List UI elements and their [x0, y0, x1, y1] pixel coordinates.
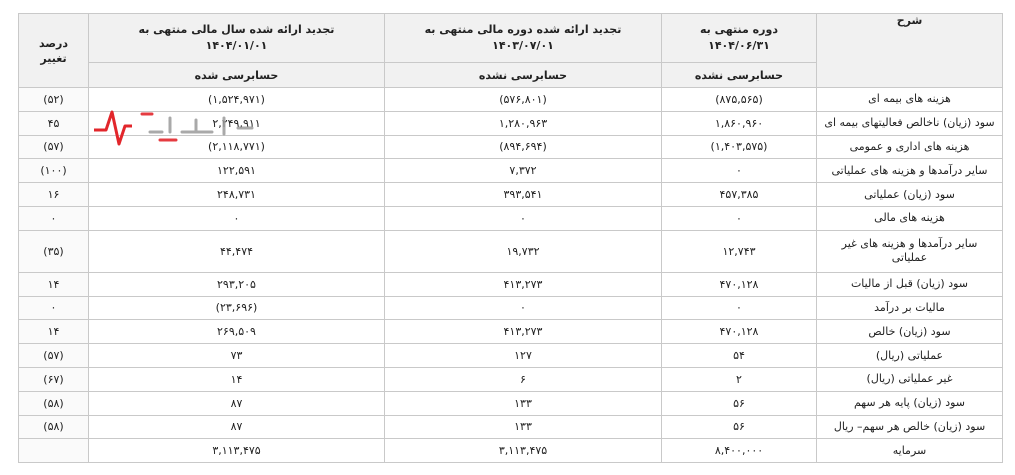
row-label: مالیات بر درآمد: [817, 296, 1003, 320]
period-3-value: ۲,۲۴۹,۹۱۱: [89, 111, 385, 135]
audit-status-1: حسابرسی نشده: [662, 63, 817, 88]
period-3-value: ۳,۱۱۳,۴۷۵: [89, 439, 385, 463]
percent-change-value: ۱۴: [19, 272, 89, 296]
percent-change-value: (۵۸): [19, 415, 89, 439]
period-2-value: ۳,۱۱۳,۴۷۵: [385, 439, 662, 463]
table-row: [19, 296, 1003, 320]
header-row: [19, 14, 1003, 63]
table-row: [19, 415, 1003, 439]
period-1-value: ۰: [662, 159, 817, 183]
row-label: سود (زیان) خالص هر سهم– ریال: [817, 415, 1003, 439]
audit-status-2: حسابرسی نشده: [385, 63, 662, 88]
table-row: [19, 206, 1003, 230]
pulse-line-icon: [94, 112, 132, 144]
period-1-value: ۵۶: [662, 391, 817, 415]
period-1-value: ۵۴: [662, 344, 817, 368]
period-2-value: ۴۱۳,۲۷۳: [385, 320, 662, 344]
table-row: [19, 183, 1003, 207]
period-2-value: ۱۳۳: [385, 415, 662, 439]
percent-change-title: درصد: [39, 36, 68, 50]
financial-statement-table: [18, 13, 1003, 463]
period-2-value: ۳۹۳,۵۴۱: [385, 183, 662, 207]
period-3-value: ۲۴۸,۷۳۱: [89, 183, 385, 207]
period-2-value: ۰: [385, 206, 662, 230]
row-label: سایر درآمدها و هزینه های غیر عملیاتی: [817, 230, 1003, 272]
percent-change-value: ۰: [19, 296, 89, 320]
row-label: عملیاتی (ریال): [817, 344, 1003, 368]
percent-change-value: ۴۵: [19, 111, 89, 135]
period-2-title: تجدید ارائه شده دوره مالی منتهی به: [424, 23, 622, 36]
row-label: هزینه های اداری و عمومی: [817, 135, 1003, 159]
row-label: سود (زیان) ناخالص فعالیتهای بیمه ای: [817, 111, 1003, 135]
period-1-value: ۲: [662, 367, 817, 391]
table-row: [19, 272, 1003, 296]
period-3-value: ۰: [89, 206, 385, 230]
period-3-value: (۲,۱۱۸,۷۷۱): [89, 135, 385, 159]
period-1-value: ۴۷۰,۱۲۸: [662, 320, 817, 344]
period-3-value: ۲۹۳,۲۰۵: [89, 272, 385, 296]
period-2-value: ۱۳۳: [385, 391, 662, 415]
period-2-value: ۴۱۳,۲۷۳: [385, 272, 662, 296]
period-2-value: ۱۲۷: [385, 344, 662, 368]
row-label: سود (زیان) عملیاتی: [817, 183, 1003, 207]
period-3-value: ۸۷: [89, 415, 385, 439]
percent-change-value: ۰: [19, 206, 89, 230]
period-3-value: (۱,۵۲۴,۹۷۱): [89, 88, 385, 112]
period-1-value: ۱۲,۷۴۳: [662, 230, 817, 272]
period-1-value: (۸۷۵,۵۶۵): [662, 88, 817, 112]
period-3-value: ۱۴: [89, 367, 385, 391]
period-3-value: (۲۳,۶۹۶): [89, 296, 385, 320]
row-label: سایر درآمدها و هزینه های عملیاتی: [817, 159, 1003, 183]
period-3-value: ۱۲۲,۵۹۱: [89, 159, 385, 183]
period-1-value: ۴۵۷,۳۸۵: [662, 183, 817, 207]
percent-change-value: ۱۶: [19, 183, 89, 207]
period-2-value: ۰: [385, 296, 662, 320]
period-2-header: [385, 14, 662, 63]
table-row: [19, 344, 1003, 368]
percent-change-value: (۵۲): [19, 88, 89, 112]
period-2-value: ۶: [385, 367, 662, 391]
percent-change-value: (۵۷): [19, 135, 89, 159]
period-3-value: ۴۴,۴۷۴: [89, 230, 385, 272]
period-1-value: ۱,۸۶۰,۹۶۰: [662, 111, 817, 135]
percent-change-value: (۵۸): [19, 391, 89, 415]
percent-change-value: (۶۷): [19, 367, 89, 391]
row-label: سود (زیان) قبل از مالیات: [817, 272, 1003, 296]
period-2-value: ۷,۳۷۲: [385, 159, 662, 183]
period-1-value: (۱,۴۰۳,۵۷۵): [662, 135, 817, 159]
percent-change-value: [19, 439, 89, 463]
period-3-value: ۷۳: [89, 344, 385, 368]
period-2-value: (۵۷۶,۸۰۱): [385, 88, 662, 112]
table-row: [19, 391, 1003, 415]
percent-change-subtitle: تغییر: [40, 51, 67, 65]
percent-change-header: [19, 14, 89, 88]
watermark-logo: [92, 104, 282, 148]
period-1-value: ۴۷۰,۱۲۸: [662, 272, 817, 296]
description-column-header: شرح: [817, 14, 1003, 88]
row-label: غیر عملیاتی (ریال): [817, 367, 1003, 391]
table-row: [19, 320, 1003, 344]
period-3-date: ۱۴۰۴/۰۱/۰۱: [205, 39, 268, 52]
period-2-value: ۱۹,۷۳۲: [385, 230, 662, 272]
table-row: [19, 367, 1003, 391]
table-row: [19, 159, 1003, 183]
row-label: سود (زیان) خالص: [817, 320, 1003, 344]
period-2-value: ۱,۲۸۰,۹۶۳: [385, 111, 662, 135]
percent-change-value: (۱۰۰): [19, 159, 89, 183]
table-row: [19, 230, 1003, 272]
row-label: سود (زیان) پایه هر سهم: [817, 391, 1003, 415]
period-1-title: دوره منتهی به: [700, 23, 778, 36]
period-1-date: ۱۴۰۴/۰۶/۳۱: [708, 39, 770, 52]
row-label: هزینه های بیمه ای: [817, 88, 1003, 112]
period-3-value: ۸۷: [89, 391, 385, 415]
percent-change-value: ۱۴: [19, 320, 89, 344]
row-label: سرمایه: [817, 439, 1003, 463]
period-1-header: [662, 14, 817, 63]
row-label: هزینه های مالی: [817, 206, 1003, 230]
audit-status-3: حسابرسی شده: [89, 63, 385, 88]
period-3-value: ۲۶۹,۵۰۹: [89, 320, 385, 344]
period-3-title: تجدید ارائه شده سال مالی منتهی به: [138, 23, 335, 36]
logo-gray-strokes: [150, 118, 252, 134]
period-1-value: ۰: [662, 206, 817, 230]
period-2-date: ۱۴۰۳/۰۷/۰۱: [492, 39, 554, 52]
percent-change-value: (۵۷): [19, 344, 89, 368]
period-3-header: [89, 14, 385, 63]
table-row: [19, 439, 1003, 463]
percent-change-value: (۳۵): [19, 230, 89, 272]
period-1-value: ۵۶: [662, 415, 817, 439]
period-1-value: ۰: [662, 296, 817, 320]
period-2-value: (۸۹۴,۶۹۴): [385, 135, 662, 159]
period-1-value: ۸,۴۰۰,۰۰۰: [662, 439, 817, 463]
